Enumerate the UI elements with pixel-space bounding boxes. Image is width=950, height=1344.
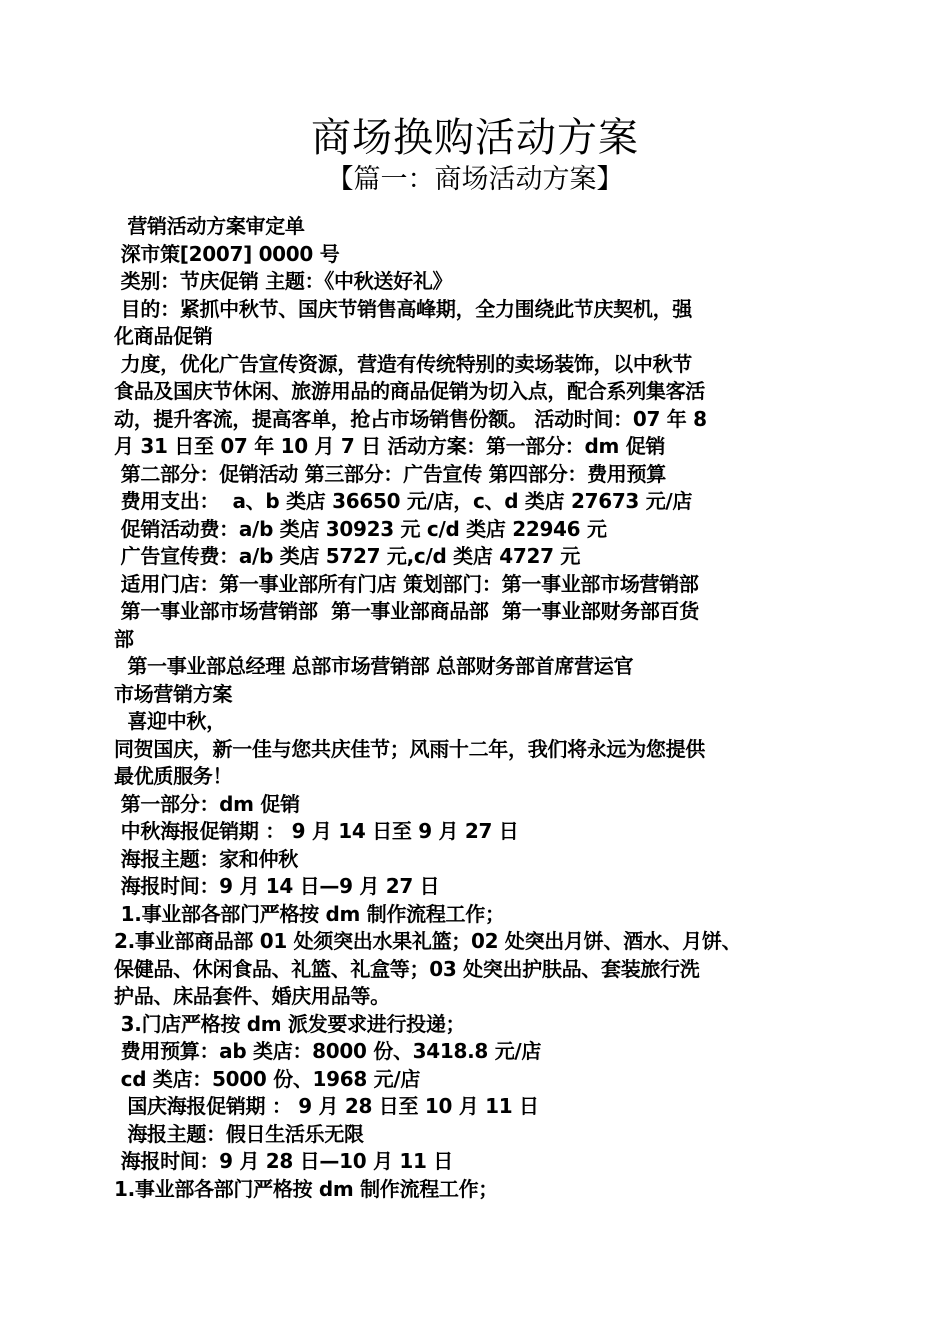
body-line: 中秋海报促销期 ： 9 月 14 日至 9 月 27 日 <box>114 819 519 843</box>
body-line: 化商品促销 <box>114 324 213 348</box>
body-line: 第一部分：dm 促销 <box>114 791 300 816</box>
body-line: 1.事业部各部门严格按 dm 制作流程工作； <box>114 901 505 926</box>
body-line: 力度，优化广告宣传资源，营造有传统特别的卖场装饰，以中秋节 <box>114 351 692 376</box>
body-line: 市场营销方案 <box>114 681 233 706</box>
body-line: 护品、床品套件、婚庆用品等。 <box>114 984 390 1008</box>
body-line: 动，提升客流，提高客单，抢占市场销售份额。 活动时间：07 年 8 <box>114 406 707 431</box>
body-line: 部 <box>114 626 134 651</box>
body-line: 海报主题：假日生活乐无限 <box>114 1121 364 1146</box>
body-line: 月 31 日至 07 年 10 月 7 日 活动方案：第一部分：dm 促销 <box>114 434 666 458</box>
body-line: 营销活动方案审定单 <box>114 214 305 238</box>
body-line: 目的：紧抓中秋节、国庆节销售高峰期，全力围绕此节庆契机，强 <box>114 296 692 321</box>
body-line: 第一事业部市场营销部 第一事业部商品部 第一事业部财务部百货 <box>114 599 699 623</box>
body-line: 3.门店严格按 dm 派发要求进行投递； <box>114 1011 466 1036</box>
body-line: 深市策[2007] 0000 号 <box>114 241 340 266</box>
document-subtitle: 【篇一：商场活动方案】 <box>326 164 624 195</box>
body-line: 适用门店：第一事业部所有门店 策划部门：第一事业部市场营销部 <box>114 571 699 596</box>
body-line: 费用支出： a、b 类店 36650 元/店，c、d 类店 27673 元/店 <box>114 489 693 513</box>
body-line: 最优质服务！ <box>114 764 233 788</box>
body-line: 第一事业部总经理 总部市场营销部 总部财务部首席营运官 <box>114 654 634 678</box>
document-body <box>114 213 838 1203</box>
document-title: 商场换购活动方案 <box>311 115 639 161</box>
body-line: 第二部分：促销活动 第三部分：广告宣传 第四部分：费用预算 <box>114 461 666 486</box>
body-line: 海报时间：9 月 28 日—10 月 11 日 <box>114 1149 453 1173</box>
body-line: 费用预算：ab 类店：8000 份、3418.8 元/店 <box>114 1039 542 1063</box>
body-line: 海报时间：9 月 14 日—9 月 27 日 <box>114 874 440 898</box>
body-line: 海报主题：家和仲秋 <box>114 846 298 871</box>
body-line: 广告宣传费：a/b 类店 5727 元,c/d 类店 4727 元 <box>114 544 581 568</box>
body-line: 保健品、休闲食品、礼篮、礼盒等；03 处突出护肤品、套装旅行洗 <box>114 956 700 981</box>
body-line: 国庆海报促销期 ： 9 月 28 日至 10 月 11 日 <box>114 1094 539 1118</box>
body-line: 促销活动费：a/b 类店 30923 元 c/d 类店 22946 元 <box>114 516 607 541</box>
body-line: 喜迎中秋， <box>114 709 226 733</box>
body-line: cd 类店：5000 份、1968 元/店 <box>114 1066 421 1091</box>
body-line: 2.事业部商品部 01 处须突出水果礼篮；02 处突出月饼、酒水、月饼、 <box>114 929 742 953</box>
body-line: 食品及国庆节休闲、旅游用品的商品促销为切入点，配合系列集客活 <box>114 379 705 403</box>
body-line: 1.事业部各部门严格按 dm 制作流程工作； <box>114 1176 498 1201</box>
body-line: 同贺国庆，新一佳与您共庆佳节；风雨十二年，我们将永远为您提供 <box>114 736 705 761</box>
body-line: 类别：节庆促销 主题：《中秋送好礼》 <box>114 269 453 293</box>
